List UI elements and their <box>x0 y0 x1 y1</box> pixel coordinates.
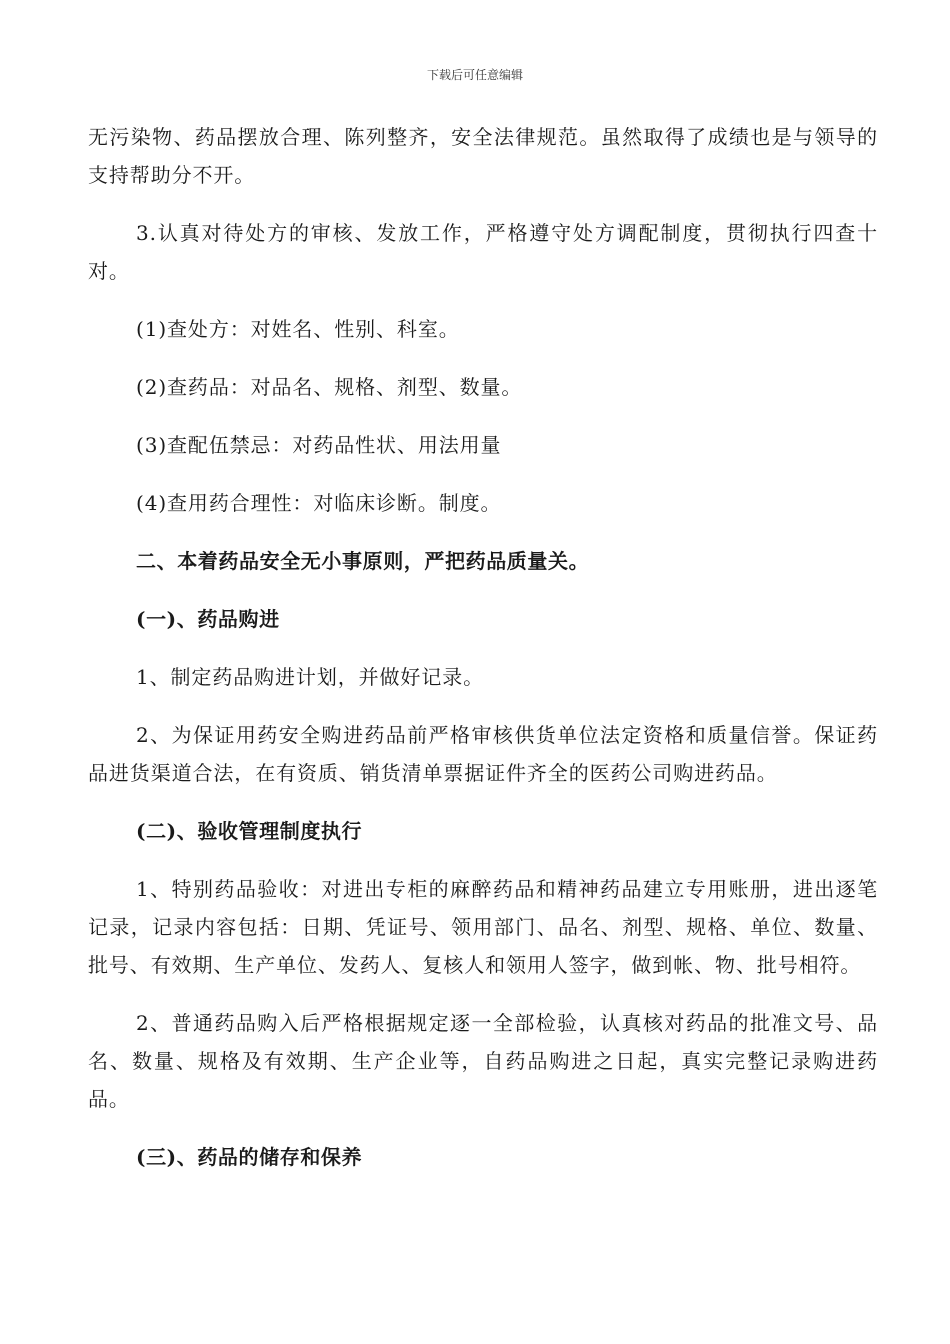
paragraph-purchase-2: 2、为保证用药安全购进药品前严格审核供货单位法定资格和质量信誉。保证药品进货渠道合法，在有资质、销货清单票据证件齐全的医药公司购进药品。 <box>88 723 878 785</box>
document-body <box>88 118 878 1196</box>
paragraph-check-4: (4)查用药合理性：对临床诊断。制度。 <box>136 491 502 515</box>
paragraph-check-2: (2)查药品：对品名、规格、剂型、数量。 <box>136 375 523 399</box>
paragraph-intro-continuation: 无污染物、药品摆放合理、陈列整齐，安全法律规范。虽然取得了成绩也是与领导的支持帮助分不开。 <box>88 125 878 187</box>
paragraph-check-1: (1)查处方：对姓名、性别、科室。 <box>136 317 460 341</box>
paragraph-inspection-2: 2、普通药品购入后严格根据规定逐一全部检验，认真核对药品的批准文号、品名、数量、规格及有效期、生产企业等，自药品购进之日起，真实完整记录购进药品。 <box>88 1011 878 1111</box>
subsection-heading-3: (三)、药品的储存和保养 <box>136 1145 363 1169</box>
subsection-heading-1: (一)、药品购进 <box>136 607 280 631</box>
paragraph-purchase-1: 1、制定药品购进计划，并做好记录。 <box>136 665 485 689</box>
subsection-heading-2: (二)、验收管理制度执行 <box>136 819 363 843</box>
page-header: 下载后可任意编辑 <box>426 68 523 82</box>
paragraph-inspection-1: 1、特别药品验收：对进出专柜的麻醉药品和精神药品建立专用账册，进出逐笔记录，记录内容包括：日期、凭证号、领用部门、品名、剂型、规格、单位、数量、批号、有效期、生产单位、发药人、复核人和领用人签字，做到帐、物、批号相符。 <box>88 877 878 977</box>
paragraph-check-3: (3)查配伍禁忌：对药品性状、用法用量 <box>136 433 502 457</box>
section-heading-2: 二、本着药品安全无小事原则，严把药品质量关。 <box>136 549 590 573</box>
paragraph-item-3: 3.认真对待处方的审核、发放工作，严格遵守处方调配制度，贯彻执行四查十对。 <box>88 221 878 283</box>
